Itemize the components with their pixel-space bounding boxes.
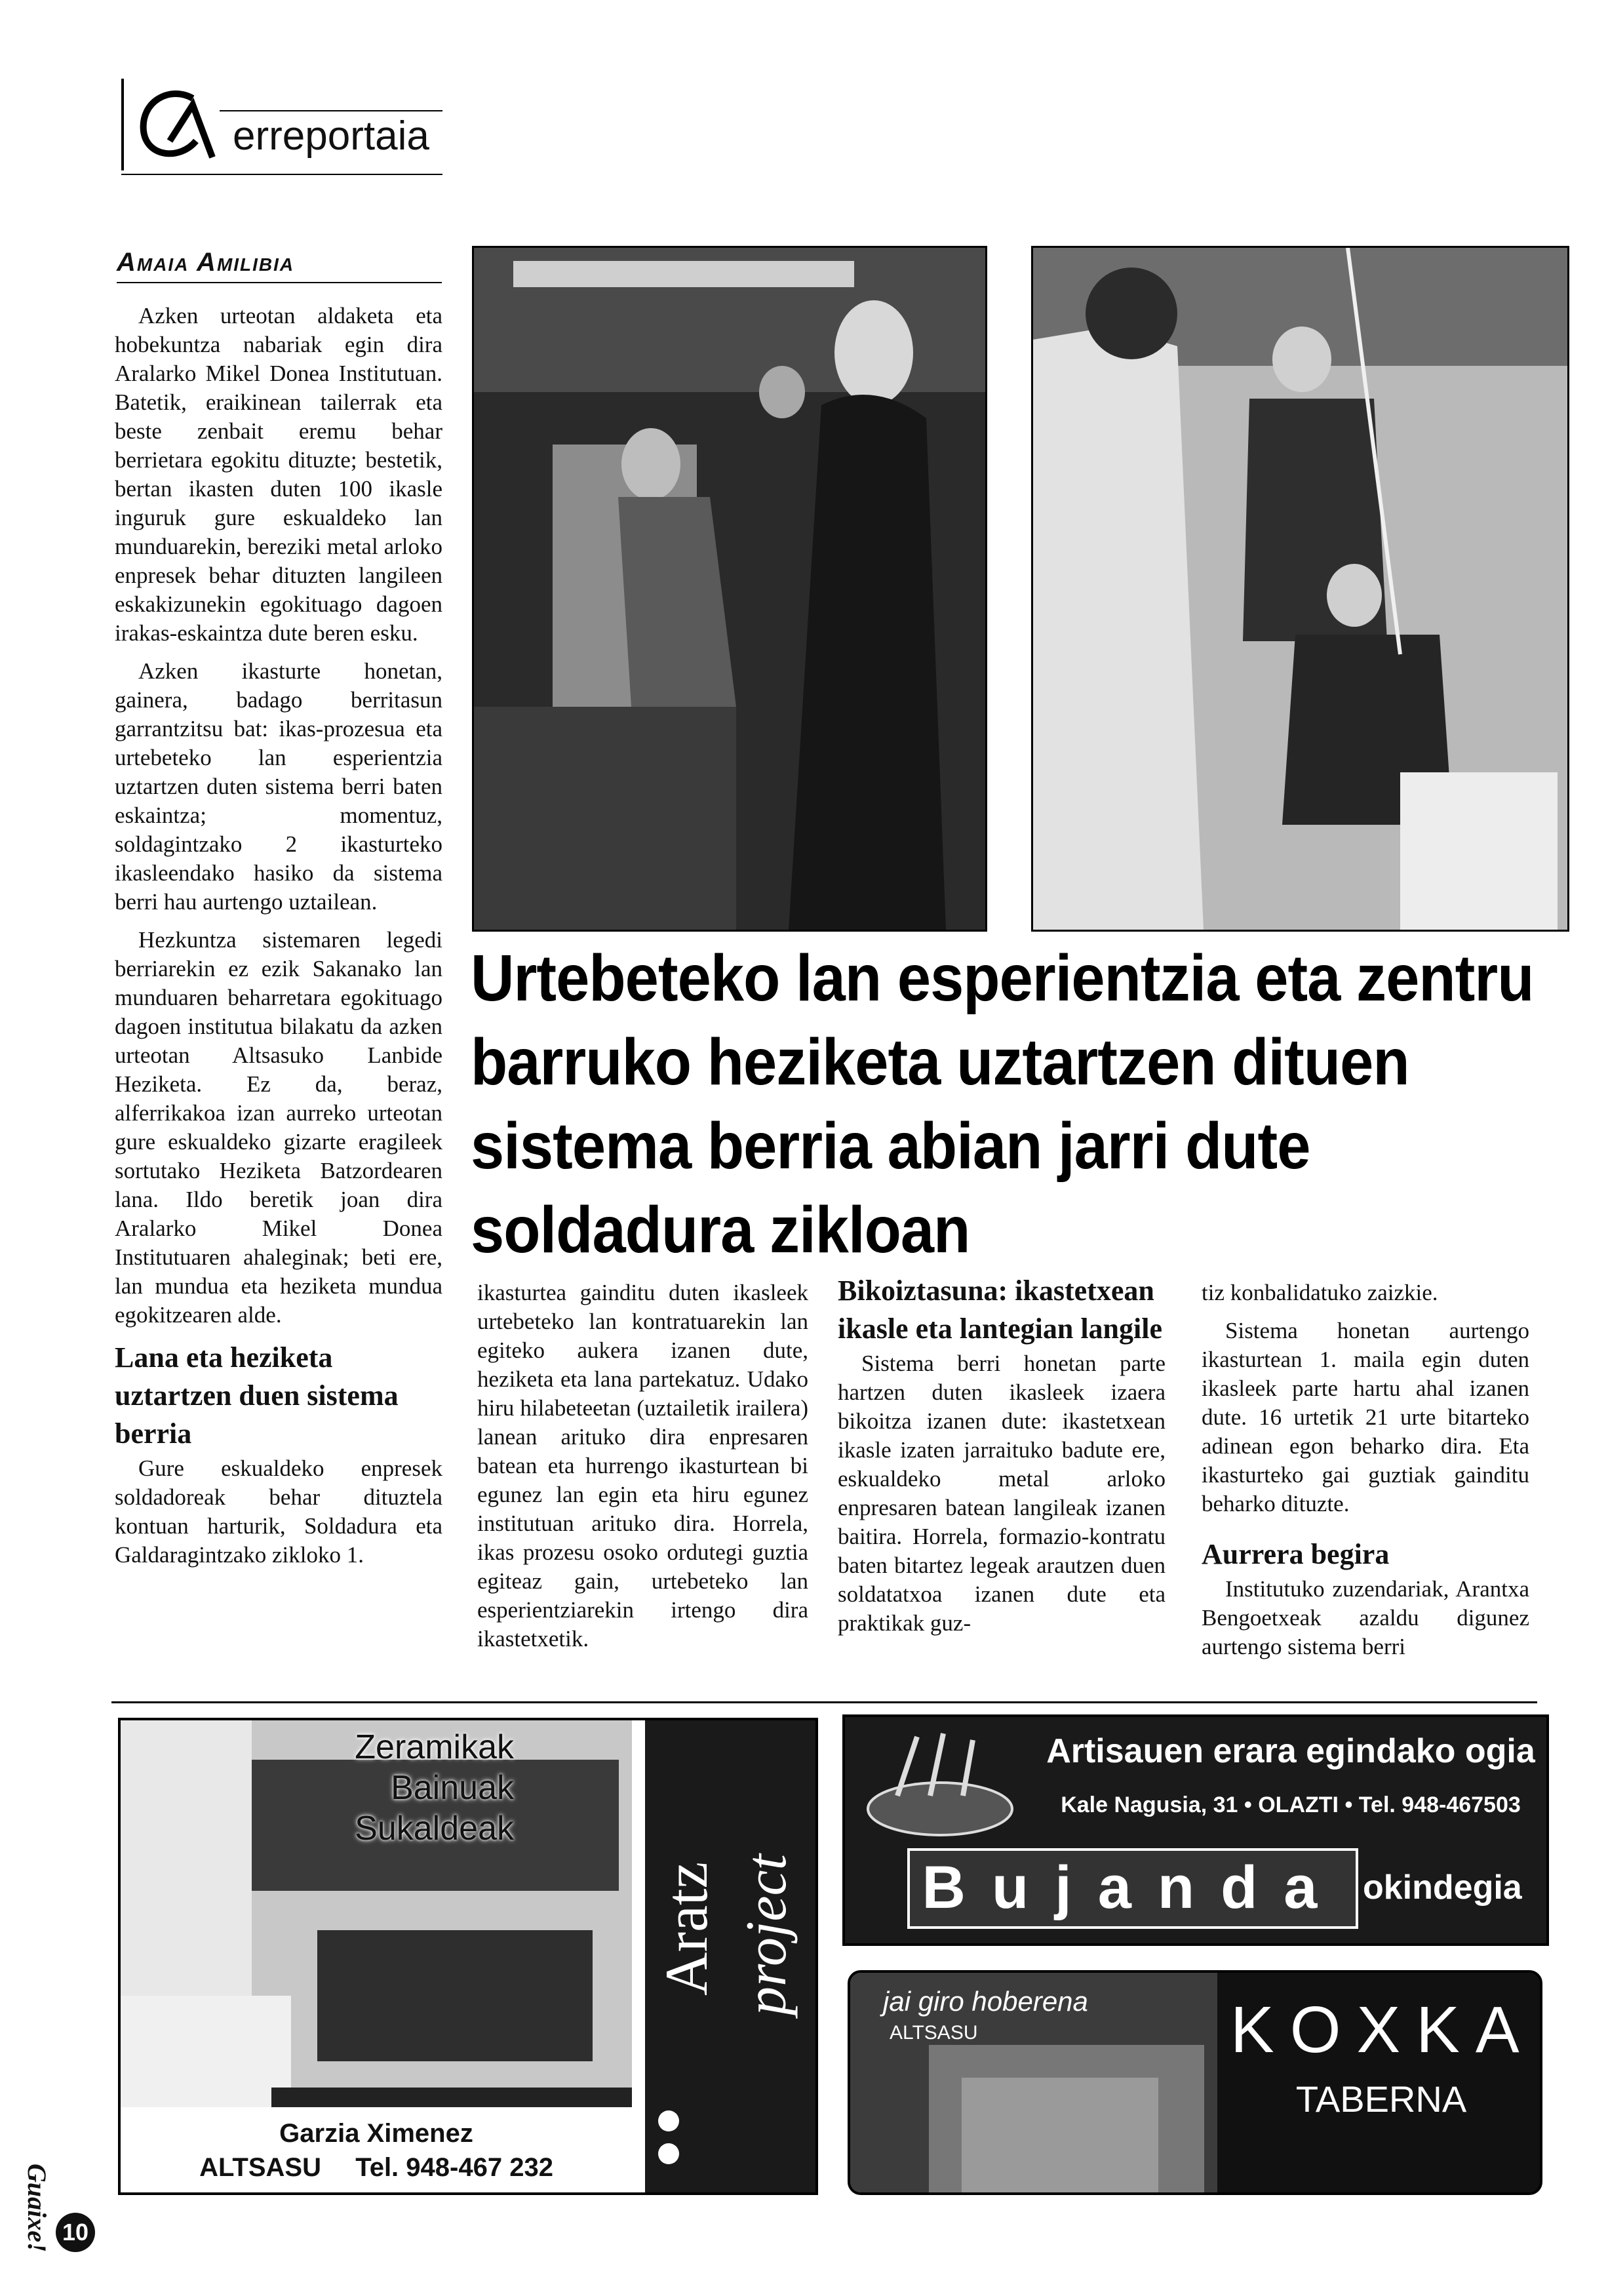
bujanda-suffix: okindegia [1363,1869,1522,1907]
col4-lead: tiz konbalidatuko zaizkie. [1202,1280,1438,1305]
koxka-slogan: jai giro hoberena [883,1986,1088,2017]
article-column-2 [477,1278,808,1663]
aratz-town: ALTSASU [199,2153,321,2182]
byline-rule [117,282,442,283]
col2-paragraph: ikasturtea gainditu duten ikasleek urtebeteko lan kontratuarekin lan egiteko aukera izanen dute, heziketa eta lana partekatuz. Udako hiru hilabeteetan (uztailetik irailera) lanean arituko dira enpresaren batean eta hurrengo ikasturtean bi egunez lan egin eta hiru egunez institutuan arituko dira. Horrela, ikas prozesu osoko ordutegi guztia egiteaz gain, urtebeteko lan esperientziarekin irtengo dira ikastetxetik. [477,1280,808,1652]
col1-paragraph-3: Hezkuntza sistemaren legedi berriarekin ez ezik Sakanako lan munduaren beharretara egokituago dagoen institutua bilakatu da azken urteotan Altsasuko Lanbide Heziketa. Ez da, beraz, alferrikakoa izan aurreko urteotan gure eskualdeko gizarte eragileek sortutako Heziketa Batzordearen lana. Ildo beretik joan dira Aralarko Mikel Donea Institutuaren ahaleginak; beti ere, lan mundua eta heziketa mundua egokitzearen alde. [115,927,442,1328]
headline: Urtebeteko lan esperientzia eta zentru barruko heziketa uztartzen dituen sistema berria abian jarri dute soldadura zikloan [471,941,1534,1267]
bujanda-address: Kale Nagusia, 31 • OLAZTI • Tel. 948-467503 [1061,1792,1521,1817]
col1-paragraph-2: Azken ikasturte honetan, gainera, badago berritasun garrantzitsu bat: ikas-prozesua eta urtebeteko lan esperientzia uztartzen duten sistema berri baten eskaintza; momentuz, soldagintzako 2 ikasturteko ikasleendako hasiko da sistema berri hau aurtengo uztailean. [115,658,442,915]
col3-paragraph: Sistema berri honetan parte hartzen duten ikasleek izaera bikoitza izanen dute: ikastetxean ikasle izaten jarraituko badute ere, eskualdeko metal arloko enpresaren batean langileak izanen baitira. Horrela, formazio-kontratu baten bitartez legeak arautzen duen soldatatxoa izanen dute eta praktikak guz- [838,1351,1166,1636]
col3-subhead: Bikoiztasuna: ikastetxean ikasle eta lantegian langile [838,1275,1162,1345]
ad-aratz-project [118,1718,818,2195]
aratz-line-2: Bainuak [391,1769,514,1807]
byline: Amaia Amilibia [117,248,295,277]
article-column-4 [1202,1278,1529,1671]
aratz-brand: Aratz [653,1861,720,1996]
workshop-photo-illustration [474,248,985,930]
aratz-dot-1 [658,2110,679,2131]
page-number-badge [56,2213,95,2252]
photo-students-workshop [472,246,987,932]
aratz-lines [298,1727,514,1849]
col1-subhead: Lana eta heziketa uztartzen duen sistema berria [115,1341,399,1450]
page-number: 10 [62,2219,89,2246]
section-title: erreportaia [233,113,429,159]
ads-separator-rule [111,1701,1537,1703]
photo-students-welding [1031,246,1569,932]
col4-paragraph-2: Institutuko zuzendariak, Arantxa Bengoetxeak azaldu digunez aurtengo sistema berri [1202,1576,1529,1659]
col4-subhead: Aurrera begira [1202,1538,1390,1570]
ad-bujanda [842,1714,1549,1946]
logo-mark [121,79,222,170]
aratz-line-1: Zeramikak [355,1728,514,1766]
header-rule [220,110,442,111]
aratz-brand-2: project [735,1854,798,2015]
section-header [121,72,449,177]
ad-koxka-taberna [848,1970,1542,2195]
bujanda-name-box [907,1848,1358,1929]
aratz-name: Garzia Ximenez [279,2119,473,2148]
g-logo-icon [124,79,222,170]
col4-paragraph: Sistema honetan aurtengo ikasturtean 1. maila egin duten ikasleek parte hartu ahal izanen dute. 16 urtetik 21 urte bitarteko adinean egon beharko dira. Eta ikasturteko gai guztiak gainditu beharko dituzte. [1202,1318,1529,1516]
koxka-name: KOXKA [1230,1993,1535,2067]
bujanda-title: Artisauen erara egindako ogia [1046,1732,1535,1770]
aratz-side-panel [645,1720,815,2192]
col1-paragraph-1: Azken urteotan aldaketa eta hobekuntza nabariak egin dira Aralarko Mikel Donea Institutuan. Batetik, eraikinean tailerrak eta beste zenbait eremu behar berrietara egokitu dituzte; bestetik, bertan ikasten duten 100 ikasle inguruk gure eskualdeko lan munduarekin, bereziki metal arloko enpresek behar dituzten langileen eskakizunekin egokituago dagoen irakas-eskaintza dute beren esku. [115,303,442,646]
bujanda-name: Bujanda [922,1854,1344,1921]
welding-photo-illustration [1033,248,1567,930]
article-column-1 [115,302,442,1579]
aratz-contact [121,2153,632,2183]
article-column-3 [838,1272,1166,1647]
koxka-town: ALTSASU [890,2022,978,2044]
col1-paragraph-4: Gure eskualdeko enpresek soldadoreak behar dituztela kontuan harturik, Soldadura eta Galdaragintzako zikloko 1. [115,1455,442,1568]
aratz-dot-2 [658,2143,679,2164]
header-bottom-rule [121,174,442,175]
aratz-line-3: Sukaldeak [355,1810,514,1848]
magazine-name: Guaixe! [22,2164,52,2253]
bread-basket-icon [858,1724,1022,1842]
koxka-type: TABERNA [1295,2078,1467,2120]
aratz-tel: Tel. 948-467 232 [355,2153,553,2182]
